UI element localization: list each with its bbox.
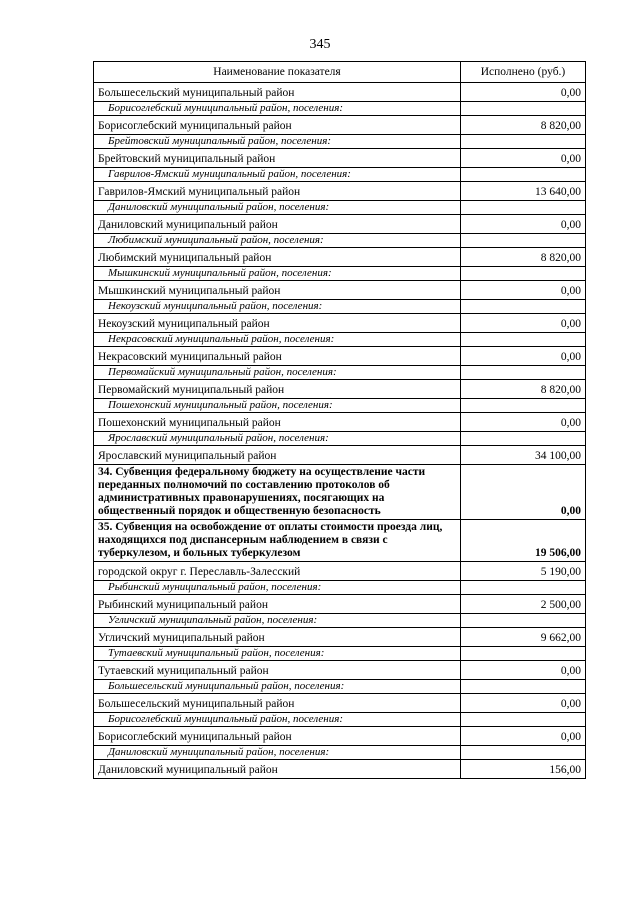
subheading-row <box>94 300 586 314</box>
row-value <box>461 746 586 760</box>
subheading-row <box>94 366 586 380</box>
table-row <box>94 182 586 201</box>
row-value: 2 500,00 <box>461 595 586 614</box>
row-name: Тутаевский муниципальный район, поселения: <box>94 647 461 661</box>
table-row <box>94 248 586 267</box>
row-name: Мышкинский муниципальный район, поселения: <box>94 267 461 281</box>
row-name: Пошехонский муниципальный район, поселения: <box>94 399 461 413</box>
row-value <box>461 267 586 281</box>
row-name: Ярославский муниципальный район <box>94 446 461 465</box>
table-row <box>94 380 586 399</box>
table-header-row <box>94 62 586 83</box>
table-row <box>94 595 586 614</box>
table-row <box>94 281 586 300</box>
row-value: 0,00 <box>461 694 586 713</box>
row-value: 0,00 <box>461 727 586 746</box>
row-name: Борисоглебский муниципальный район, поселения: <box>94 713 461 727</box>
row-value <box>461 713 586 727</box>
row-value: 0,00 <box>461 281 586 300</box>
row-name: Борисоглебский муниципальный район <box>94 727 461 746</box>
row-name: 34. Субвенция федеральному бюджету на осуществление части переданных полномочий по составлению протоколов об административных правонарушениях, посягающих на общественный порядок и общественную безопасность <box>94 465 461 520</box>
report-table <box>93 61 586 779</box>
subheading-row <box>94 432 586 446</box>
subheading-row <box>94 614 586 628</box>
row-value: 0,00 <box>461 149 586 168</box>
row-name: Некоузский муниципальный район <box>94 314 461 333</box>
row-value: 34 100,00 <box>461 446 586 465</box>
row-value <box>461 234 586 248</box>
row-value <box>461 333 586 347</box>
table-row <box>94 446 586 465</box>
row-value: 8 820,00 <box>461 116 586 135</box>
row-value: 8 820,00 <box>461 248 586 267</box>
row-name: Рыбинский муниципальный район <box>94 595 461 614</box>
table-row <box>94 694 586 713</box>
table-row <box>94 727 586 746</box>
table-row <box>94 661 586 680</box>
row-value <box>461 135 586 149</box>
row-value <box>461 647 586 661</box>
section-row <box>94 465 586 520</box>
column-header-value: Исполнено (руб.) <box>461 62 586 83</box>
table-row <box>94 562 586 581</box>
row-name: городской округ г. Переславль-Залесский <box>94 562 461 581</box>
table-body <box>94 83 586 779</box>
page-number: 345 <box>309 37 331 52</box>
row-name: Большесельский муниципальный район <box>94 694 461 713</box>
row-name: Первомайский муниципальный район <box>94 380 461 399</box>
table-row <box>94 628 586 647</box>
subheading-row <box>94 201 586 215</box>
row-name: Любимский муниципальный район, поселения: <box>94 234 461 248</box>
subheading-row <box>94 234 586 248</box>
row-name: 35. Субвенция на освобождение от оплаты стоимости проезда лиц, находящихся под диспансерным наблюдением в связи с туберкулезом, и больных туберкулезом <box>94 520 461 562</box>
subheading-row <box>94 399 586 413</box>
row-value <box>461 201 586 215</box>
row-name: Тутаевский муниципальный район <box>94 661 461 680</box>
subheading-row <box>94 713 586 727</box>
table-row <box>94 347 586 366</box>
row-name: Некрасовский муниципальный район, поселения: <box>94 333 461 347</box>
row-name: Мышкинский муниципальный район <box>94 281 461 300</box>
row-value <box>461 366 586 380</box>
table-row <box>94 760 586 779</box>
row-name: Пошехонский муниципальный район <box>94 413 461 432</box>
subheading-row <box>94 102 586 116</box>
row-name: Любимский муниципальный район <box>94 248 461 267</box>
row-name: Гаврилов-Ямский муниципальный район, поселения: <box>94 168 461 182</box>
row-value: 0,00 <box>461 314 586 333</box>
subheading-row <box>94 333 586 347</box>
row-name: Даниловский муниципальный район <box>94 760 461 779</box>
row-value <box>461 399 586 413</box>
row-name: Некоузский муниципальный район, поселения: <box>94 300 461 314</box>
row-name: Брейтовский муниципальный район, поселения: <box>94 135 461 149</box>
row-name: Брейтовский муниципальный район <box>94 149 461 168</box>
row-name: Рыбинский муниципальный район, поселения: <box>94 581 461 595</box>
row-name: Некрасовский муниципальный район <box>94 347 461 366</box>
table-row <box>94 83 586 102</box>
table-row <box>94 149 586 168</box>
row-name: Угличский муниципальный район <box>94 628 461 647</box>
row-name: Даниловский муниципальный район, поселения: <box>94 746 461 760</box>
subheading-row <box>94 135 586 149</box>
subheading-row <box>94 581 586 595</box>
row-value: 0,00 <box>461 661 586 680</box>
row-value: 0,00 <box>461 413 586 432</box>
column-header-name: Наименование показателя <box>94 62 461 83</box>
row-value: 9 662,00 <box>461 628 586 647</box>
row-value: 8 820,00 <box>461 380 586 399</box>
row-name: Первомайский муниципальный район, поселения: <box>94 366 461 380</box>
row-name: Даниловский муниципальный район <box>94 215 461 234</box>
subheading-row <box>94 168 586 182</box>
section-row <box>94 520 586 562</box>
row-value: 13 640,00 <box>461 182 586 201</box>
table-row <box>94 215 586 234</box>
row-name: Гаврилов-Ямский муниципальный район <box>94 182 461 201</box>
row-value <box>461 168 586 182</box>
row-value: 0,00 <box>461 465 586 520</box>
row-value <box>461 432 586 446</box>
row-value: 0,00 <box>461 215 586 234</box>
subheading-row <box>94 647 586 661</box>
row-value: 5 190,00 <box>461 562 586 581</box>
row-value <box>461 614 586 628</box>
row-value: 156,00 <box>461 760 586 779</box>
table-row <box>94 314 586 333</box>
row-name: Борисоглебский муниципальный район, поселения: <box>94 102 461 116</box>
row-name: Даниловский муниципальный район, поселения: <box>94 201 461 215</box>
row-name: Большесельский муниципальный район, поселения: <box>94 680 461 694</box>
row-name: Ярославский муниципальный район, поселения: <box>94 432 461 446</box>
row-name: Угличский муниципальный район, поселения: <box>94 614 461 628</box>
row-value <box>461 680 586 694</box>
subheading-row <box>94 267 586 281</box>
subheading-row <box>94 680 586 694</box>
row-name: Борисоглебский муниципальный район <box>94 116 461 135</box>
row-value <box>461 102 586 116</box>
row-value <box>461 300 586 314</box>
table-row <box>94 413 586 432</box>
row-name: Большесельский муниципальный район <box>94 83 461 102</box>
row-value: 0,00 <box>461 347 586 366</box>
table-row <box>94 116 586 135</box>
subheading-row <box>94 746 586 760</box>
row-value: 19 506,00 <box>461 520 586 562</box>
row-value <box>461 581 586 595</box>
row-value: 0,00 <box>461 83 586 102</box>
